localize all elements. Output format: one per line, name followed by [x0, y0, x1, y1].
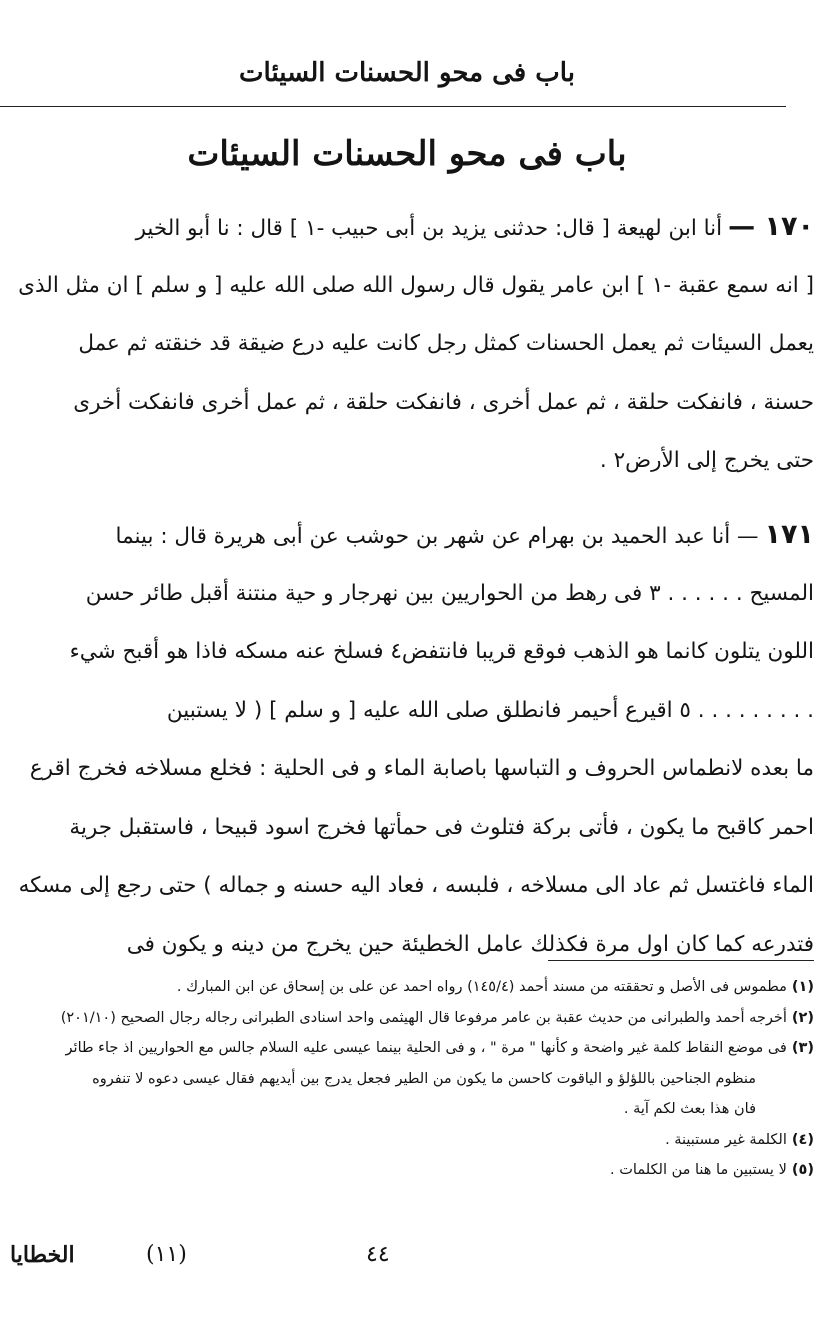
text-line: المسيح . . . . . . ٣ فى رهط من الحواريين بين نهرجار و حية منتنة أقبل طائر حسن [85, 580, 814, 606]
text-line: حتى يخرج إلى الأرض٢ . [599, 448, 814, 473]
footnote-5: (٥)لا يستبين ما هنا من الكلمات . [610, 1162, 814, 1178]
text-line: اللون يتلون كانما هو الذهب فوقع قريبا فانتفض٤ فسلخ عنه مسكه فاذا هو أقبح شيء [69, 639, 814, 664]
text-line: حسنة ، فانفكت حلقة ، ثم عمل أخرى ، فانفكت حلقة ، ثم عمل أخرى فانفكت أخرى [73, 389, 814, 415]
footnote-3: (٣)فى موضع النقاط كلمة غير واضحة و كأنها " مرة " ، و فى الحلية بينما عيسى عليه السلام جالس مع الحواريين اذ جاء طائر [65, 1040, 814, 1056]
text-line: ١٧٠ —أنا ابن لهيعة [ قال: حدثنى يزيد بن أبى حبيب -١ ] قال : نا أبو الخير [135, 211, 814, 242]
page-number: ٤٤ [366, 1242, 390, 1267]
hadith-170 [2, 198, 814, 491]
page-footer [0, 1242, 814, 1276]
footnote-2: (٢)أخرجه أحمد والطبرانى من حديث عقبة بن عامر مرفوعا قال الهيثمى واحد اسنادى الطبرانى رجاله رجال الصحيح (٢٠١/١٠) [60, 1009, 814, 1026]
hadith-number: ١٧٠ — [728, 211, 814, 242]
hadith-number: ١٧١ [764, 519, 814, 550]
footnote-3-continued: فان هذا بعث لكم آية . [623, 1101, 756, 1117]
text-line: احمر كاقبح ما يكون ، فأتى بركة فتلوث فى حمأتها فخرج اسود قبيحا ، فاستقبل جرية [69, 814, 814, 840]
footnotes [2, 972, 814, 1186]
signature-word: الخطايا [10, 1242, 75, 1268]
running-head: باب فى محو الحسنات السيئات [239, 58, 575, 88]
footnote-rule [548, 960, 814, 961]
text-line: ما بعده لانطماس الحروف و التباسها باصابة الماء و فى الحلية : فخلع مسلاخه فخرج اقرع [29, 756, 814, 781]
header-rule [0, 106, 786, 107]
footnote-1: (١)مطموس فى الأصل و تحققته من مسند أحمد (١٤٥/٤) رواه احمد عن على بن إسحاق عن ابن المبارك . [176, 979, 814, 995]
text-line: . . . . . . . . . ٥ اقيرع أحيمر فانطلق صلى الله عليه [ و سلم ] ( لا يستبين [166, 697, 814, 723]
hadith-171 [2, 506, 814, 974]
text-line: الماء فاغتسل ثم عاد الى مسلاخه ، فلبسه ، فعاد اليه حسنه و جماله ) حتى رجع إلى مسكه [18, 873, 814, 898]
footnote-3-continued: منظوم الجناحين باللؤلؤ و الياقوت كاحسن ما يكون من الطير فجعل يدرج بين أيديهم فقال عيسى دعوه لا تنفروه [92, 1070, 756, 1087]
chapter-title: باب فى محو الحسنات السيئات [187, 134, 627, 174]
text-line: ١٧١— أنا عبد الحميد بن بهرام عن شهر بن حوشب عن أبى هريرة قال : بينما [115, 519, 814, 550]
footnote-4: (٤)الكلمة غير مستبينة . [665, 1131, 814, 1148]
signature-number: (١١) [146, 1242, 187, 1267]
text-line: يعمل السيئات ثم يعمل الحسنات كمثل رجل كانت عليه درع ضيقة قد خنقته ثم عمل [78, 331, 814, 356]
text-line: فتدرعه كما كان اول مرة فكذلك عامل الخطيئة حين يخرج من دينه و يكون فى [126, 931, 814, 957]
text-line: [ انه سمع عقبة -١ ] ابن عامر يقول قال رسول الله صلى الله عليه [ و سلم ] ان مثل الذى [18, 272, 814, 298]
